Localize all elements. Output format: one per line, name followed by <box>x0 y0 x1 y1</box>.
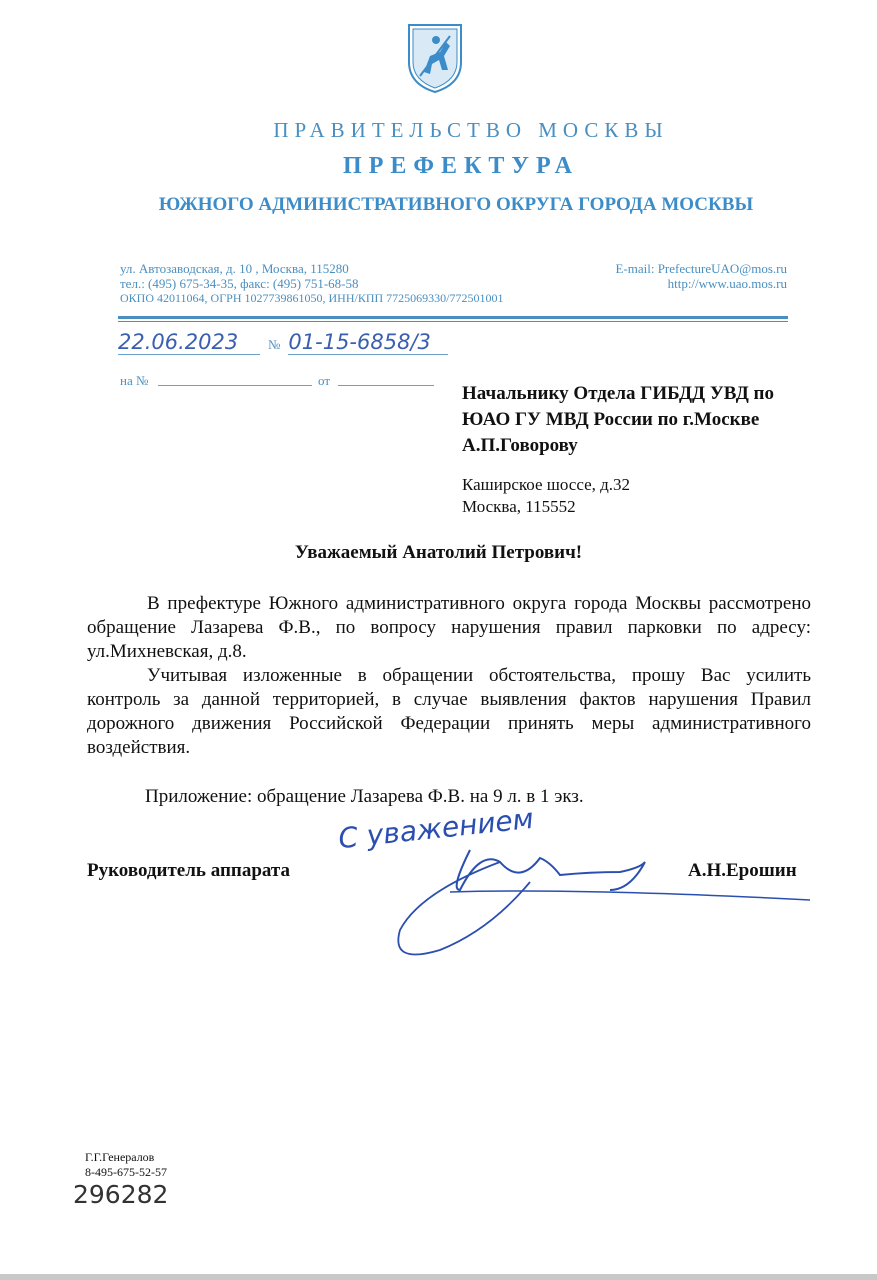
executor-phone: 8-495-675-52-57 <box>85 1165 167 1179</box>
registration-number: 01-15-6858/3 <box>288 330 448 355</box>
recipient-block <box>462 381 774 459</box>
registration-row <box>118 330 448 355</box>
header-divider-thin <box>118 321 788 322</box>
coat-of-arms-icon <box>406 22 464 94</box>
from-label: от <box>318 373 331 388</box>
executor-name: Г.Г.Генералов <box>85 1150 155 1164</box>
number-label: № <box>268 337 281 352</box>
recipient-address-line: Каширское шоссе, д.32 <box>462 475 631 494</box>
page-edge <box>0 1274 877 1280</box>
district-title: ЮЖНОГО АДМИНИСТРАТИВНОГО ОКРУГА ГОРОДА МОСКВЫ <box>158 194 754 215</box>
signer-position: Руководитель аппарата <box>87 860 290 881</box>
attachment-note: Приложение: обращение Лазарева Ф.В. на 9 л. в 1 экз. <box>145 786 584 807</box>
signature-image <box>300 800 820 970</box>
government-title: ПРАВИТЕЛЬСТВО МОСКВЫ <box>273 118 669 142</box>
signer-name: А.Н.Ерошин <box>688 860 797 881</box>
ref-label: на № <box>120 373 149 388</box>
recipient-line: ЮАО ГУ МВД России по г.Москве <box>462 409 760 430</box>
executor-block <box>85 1150 167 1180</box>
prefecture-title: ПРЕФЕКТУРА <box>343 153 579 179</box>
website-link[interactable]: http://www.uao.mos.ru <box>667 276 787 291</box>
contact-online <box>615 261 787 291</box>
address-line: ул. Автозаводская, д. 10 , Москва, 115280 <box>120 261 349 276</box>
recipient-address <box>462 474 630 518</box>
ref-date-field <box>338 370 434 386</box>
phone-line: тел.: (495) 675-34-35, факс: (495) 751-68-58 <box>120 276 359 291</box>
handwritten-note: С уважением <box>336 801 536 856</box>
paragraph: Учитывая изложенные в обращении обстоятельства, прошу Вас усилить контроль за данной территорией, в случае выявления фактов нарушения Правил дорожного движения Российской Федерации принять меры административного воздействия. <box>87 665 811 758</box>
salutation: Уважаемый Анатолий Петрович! <box>294 542 583 563</box>
recipient-name: А.П.Говорову <box>462 435 578 456</box>
recipient-line: Начальнику Отдела ГИБДД УВД по <box>462 383 775 404</box>
document-id: 296282 <box>73 1180 169 1209</box>
registration-date: 22.06.2023 <box>118 330 260 355</box>
contact-block <box>120 261 504 306</box>
email-link[interactable]: E-mail: PrefectureUAO@mos.ru <box>615 261 787 276</box>
header-divider <box>118 316 788 319</box>
codes-line: ОКПО 42011064, ОГРН 1027739861050, ИНН/КПП 7725069330/772501001 <box>120 291 504 305</box>
paragraph: В префектуре Южного административного округа города Москвы рассмотрено обращение Лазарева Ф.В., по вопросу нарушения правил парковки по адресу: ул.Михневская, д.8. <box>87 593 811 662</box>
ref-number-field <box>158 370 312 386</box>
recipient-address-line: Москва, 115552 <box>462 497 576 516</box>
